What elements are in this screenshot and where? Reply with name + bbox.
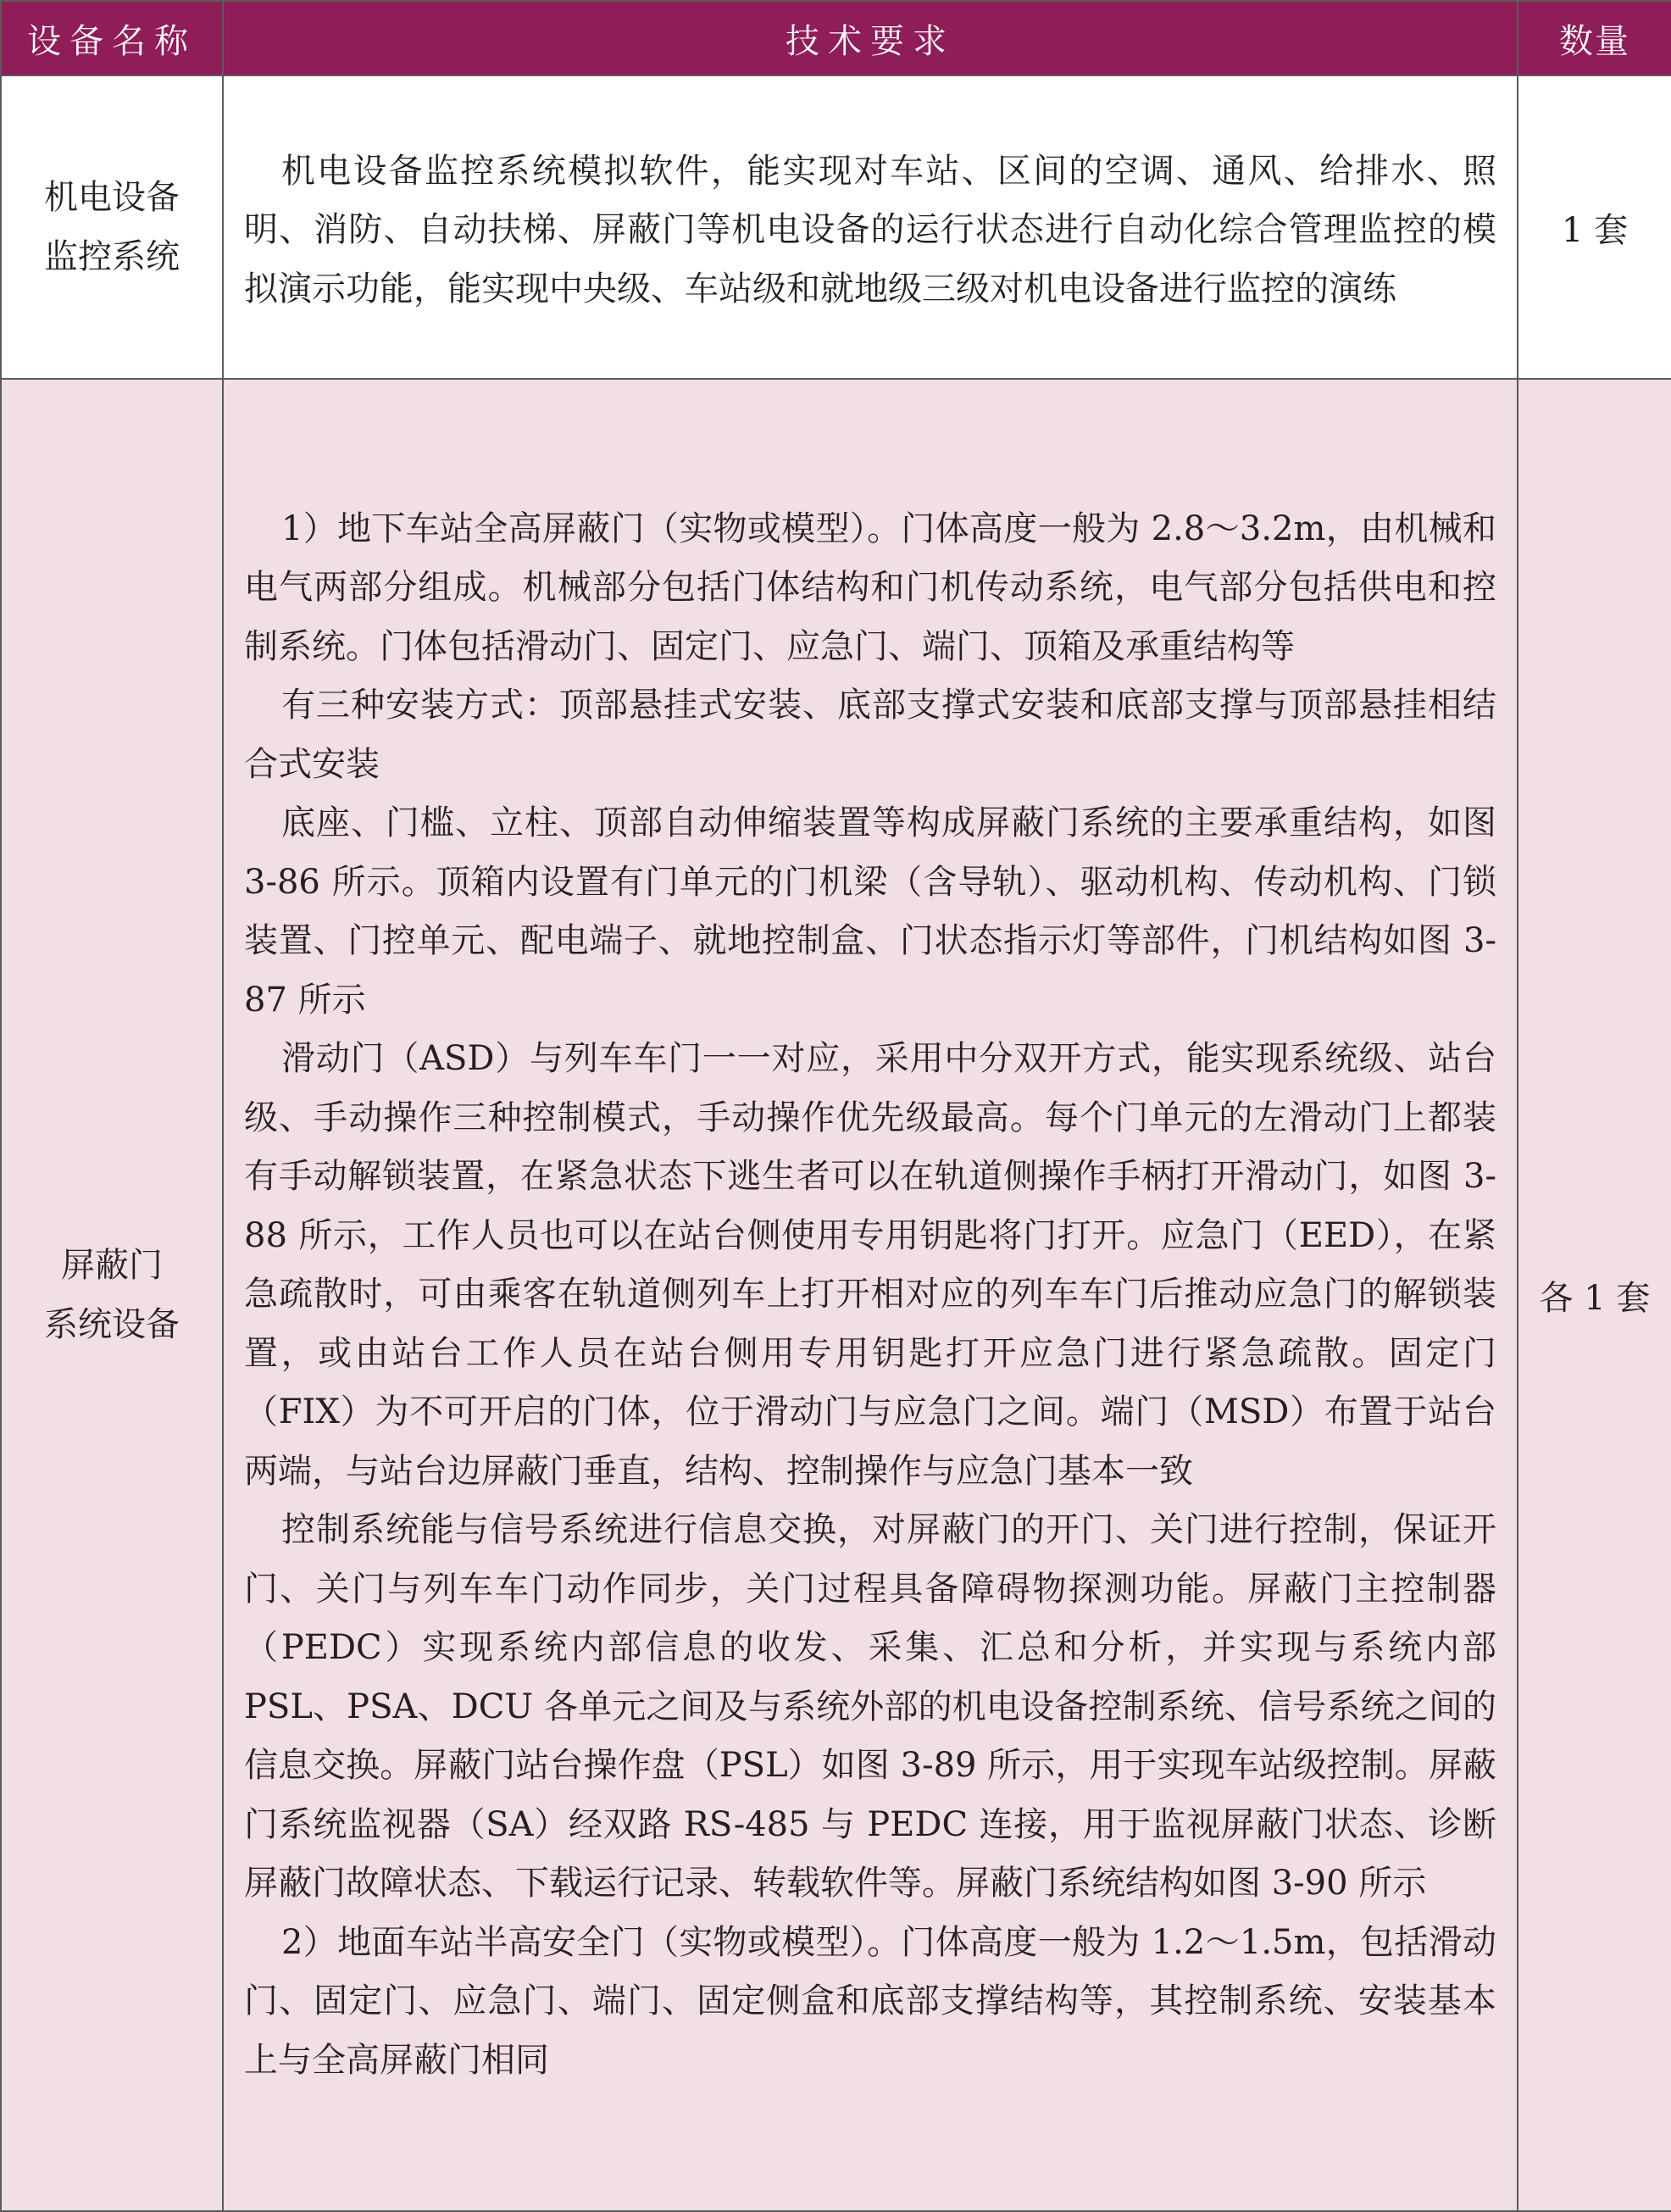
requirement-paragraph: 有三种安装方式：顶部悬挂式安装、底部支撑式安装和底部支撑与顶部悬挂相结合式安装: [244, 686, 1496, 784]
table-header: [1, 1, 1671, 75]
quantity-cell: 各 1 套: [1518, 379, 1671, 2211]
equipment-name-line: 机电设备: [44, 178, 180, 217]
header-equipment-name: 设备名称: [1, 1, 223, 75]
equipment-name-line: 系统设备: [44, 1305, 180, 1344]
table-row: [1, 379, 1671, 2211]
header-row: [1, 1, 1671, 75]
requirement-paragraph: 1）地下车站全高屏蔽门（实物或模型）。门体高度一般为 2.8～3.2m，由机械和电气两部分组成。机械部分包括门体结构和门机传动系统，电气部分包括供电和控制系统。门体包括滑动门、固定门、应急门、端门、顶箱及承重结构等: [244, 509, 1496, 666]
technical-requirements-cell: [223, 75, 1518, 379]
requirement-paragraph: 底座、门槛、立柱、顶部自动伸缩装置等构成屏蔽门系统的主要承重结构，如图 3-86 所示。顶箱内设置有门单元的门机梁（含导轨）、驱动机构、传动机构、门锁装置、门控单元、配电端子、就地控制盒、门状态指示灯等部件，门机结构如图 3-87 所示: [244, 803, 1496, 1020]
requirement-paragraph: 滑动门（ASD）与列车车门一一对应，采用中分双开方式，能实现系统级、站台级、手动操作三种控制模式，手动操作优先级最高。每个门单元的左滑动门上都装有手动解锁装置，在紧急状态下逃生者可以在轨道侧操作手柄打开滑动门，如图 3-88 所示，工作人员也可以在站台侧使用专用钥匙将门打开。应急门（EED），在紧急疏散时，可由乘客在轨道侧列车上打开相对应的列车车门后推动应急门的解锁装置，或由站台工作人员在站台侧用专用钥匙打开应急门进行紧急疏散。固定门（FIX）为不可开启的门体，位于滑动门与应急门之间。端门（MSD）布置于站台两端，与站台边屏蔽门垂直，结构、控制操作与应急门基本一致: [244, 1039, 1496, 1491]
equipment-name-line: 监控系统: [44, 237, 180, 276]
equipment-name-cell: [1, 379, 223, 2211]
equipment-name-cell: [1, 75, 223, 379]
quantity-cell: 1 套: [1518, 75, 1671, 379]
requirement-paragraph: 2）地面车站半高安全门（实物或模型）。门体高度一般为 1.2～1.5m，包括滑动门、固定门、应急门、端门、固定侧盒和底部支撑结构等，其控制系统、安装基本上与全高屏蔽门相同: [244, 1922, 1496, 2080]
requirement-paragraph: 控制系统能与信号系统进行信息交换，对屏蔽门的开门、关门进行控制，保证开门、关门与列车车门动作同步，关门过程具备障碍物探测功能。屏蔽门主控制器（PEDC）实现系统内部信息的收发、采集、汇总和分析，并实现与系统内部 PSL、PSA、DCU 各单元之间及与系统外部的机电设备控制系统、信号系统之间的信息交换。屏蔽门站台操作盘（PSL）如图 3-89 所示，用于实现车站级控制。屏蔽门系统监视器（SA）经双路 RS-485 与 PEDC 连接，用于监视屏蔽门状态、诊断屏蔽门故障状态、下载运行记录、转载软件等。屏蔽门系统结构如图 3-90 所示: [244, 1510, 1496, 1904]
table-row: [1, 75, 1671, 379]
equipment-name-line: 屏蔽门: [61, 1246, 163, 1285]
header-technical-requirements: 技术要求: [223, 1, 1518, 75]
requirement-paragraph: 机电设备监控系统模拟软件，能实现对车站、区间的空调、通风、给排水、照明、消防、自动扶梯、屏蔽门等机电设备的运行状态进行自动化综合管理监控的模拟演示功能，能实现中央级、车站级和就地级三级对机电设备进行监控的演练: [244, 151, 1496, 308]
header-quantity: 数量: [1518, 1, 1671, 75]
technical-requirements-cell: [223, 379, 1518, 2211]
